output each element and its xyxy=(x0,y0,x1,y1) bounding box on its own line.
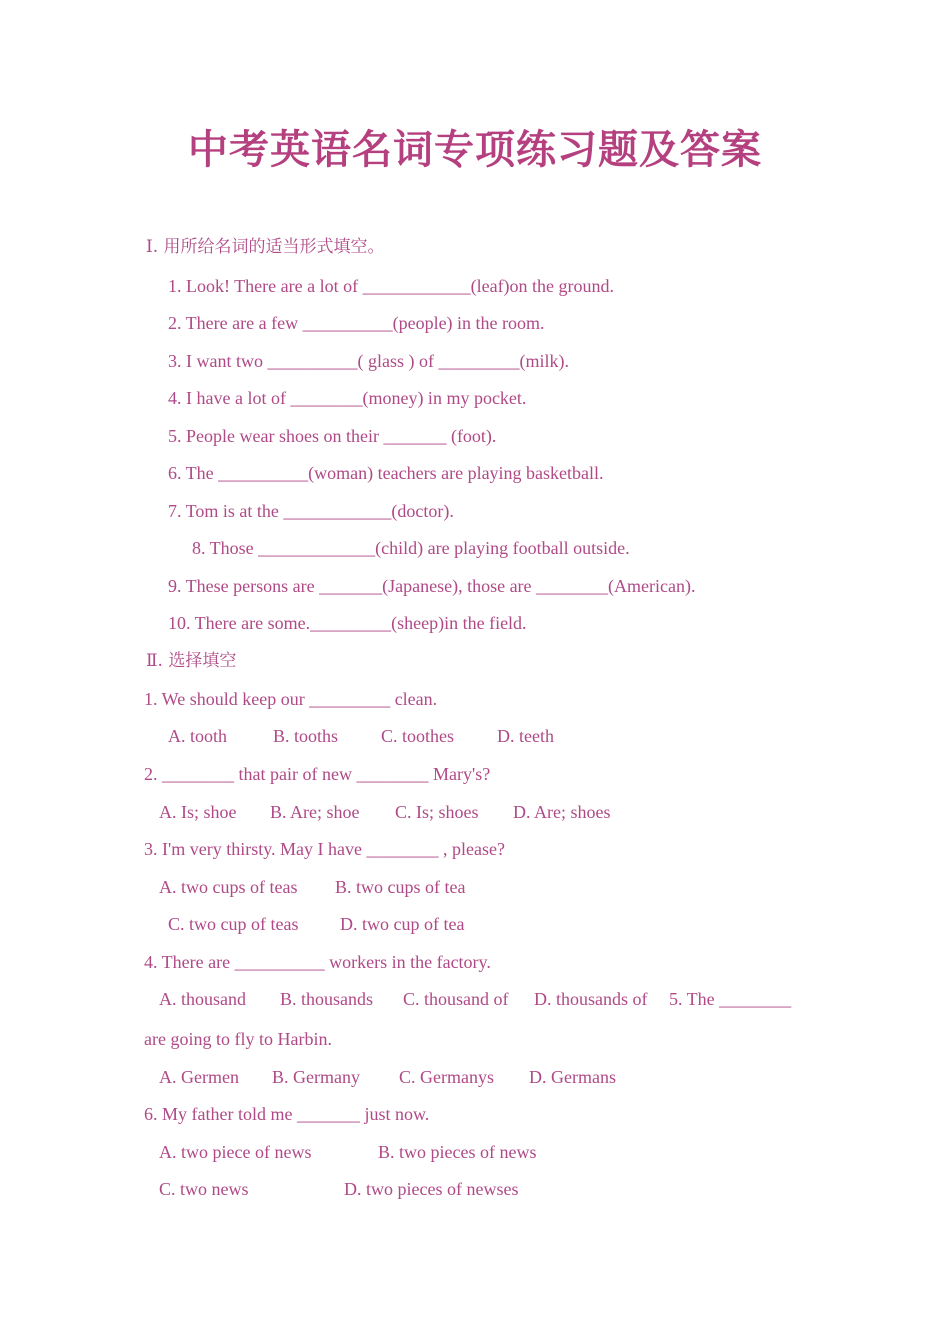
option-d: D. teeth xyxy=(497,726,554,746)
option-c: C. Germanys xyxy=(399,1067,494,1087)
choice-options-3a xyxy=(159,875,465,899)
page-title: 中考英语名词专项练习题及答案 xyxy=(188,126,762,173)
fill-item-6: 6. The __________(woman) teachers are playing basketball. xyxy=(168,463,604,483)
option-c: C. Is; shoes xyxy=(395,802,479,822)
option-c: C. thousand of xyxy=(403,989,509,1009)
choice-question-2: 2. ________ that pair of new ________ Mary's? xyxy=(144,764,491,784)
choice-question-5-start: 5. The ________ xyxy=(669,989,792,1009)
option-a: A. tooth xyxy=(168,726,228,746)
choice-options-5 xyxy=(159,1065,616,1089)
option-a: A. thousand xyxy=(159,989,246,1009)
option-c: C. two news xyxy=(159,1179,249,1199)
option-d: D. two cup of tea xyxy=(340,914,465,934)
fill-item-10: 10. There are some._________(sheep)in the field. xyxy=(168,613,527,633)
option-d: D. Are; shoes xyxy=(513,802,611,822)
section-2-heading: Ⅱ. 选择填空 xyxy=(146,651,237,671)
fill-item-7: 7. Tom is at the ____________(doctor). xyxy=(168,501,454,521)
fill-item-5: 5. People wear shoes on their _______ (foot). xyxy=(168,426,497,446)
option-b: B. thousands xyxy=(280,989,374,1009)
choice-question-5-end: are going to fly to Harbin. xyxy=(144,1029,332,1049)
choice-question-4: 4. There are __________ workers in the factory. xyxy=(144,952,491,972)
fill-item-8: 8. Those _____________(child) are playing football outside. xyxy=(192,538,630,558)
fill-item-2: 2. There are a few __________(people) in the room. xyxy=(168,313,545,333)
fill-item-4: 4. I have a lot of ________(money) in my pocket. xyxy=(168,388,527,408)
option-b: B. tooths xyxy=(273,726,339,746)
choice-options-2 xyxy=(159,800,611,824)
option-a: A. Is; shoe xyxy=(159,802,237,822)
option-a: A. two cups of teas xyxy=(159,877,298,897)
option-d: D. two pieces of newses xyxy=(344,1179,519,1199)
choice-question-3: 3. I'm very thirsty. May I have ________ , please? xyxy=(144,839,505,859)
fill-item-9: 9. These persons are _______(Japanese), those are ________(American). xyxy=(168,576,696,596)
option-b: B. two pieces of news xyxy=(378,1142,537,1162)
option-c: C. toothes xyxy=(381,726,455,746)
choice-question-1: 1. We should keep our _________ clean. xyxy=(144,689,438,709)
option-b: B. Germany xyxy=(272,1067,360,1087)
option-a: A. Germen xyxy=(159,1067,239,1087)
choice-options-3b xyxy=(168,912,464,936)
fill-item-1: 1. Look! There are a lot of ____________(leaf)on the ground. xyxy=(168,276,615,296)
option-c: C. two cup of teas xyxy=(168,914,299,934)
option-b: B. two cups of tea xyxy=(335,877,466,897)
section-1-heading: Ⅰ. 用所给名词的适当形式填空。 xyxy=(146,237,385,257)
choice-question-6: 6. My father told me _______ just now. xyxy=(144,1104,430,1124)
fill-item-3: 3. I want two __________( glass ) of _________(milk). xyxy=(168,351,569,371)
option-d: D. thousands of xyxy=(534,989,648,1009)
option-b: B. Are; shoe xyxy=(270,802,360,822)
choice-options-6a xyxy=(159,1140,536,1164)
choice-options-4 xyxy=(159,987,791,1011)
option-d: D. Germans xyxy=(529,1067,616,1087)
option-a: A. two piece of news xyxy=(159,1142,312,1162)
choice-options-6b xyxy=(159,1177,518,1201)
choice-options-1 xyxy=(168,724,554,748)
